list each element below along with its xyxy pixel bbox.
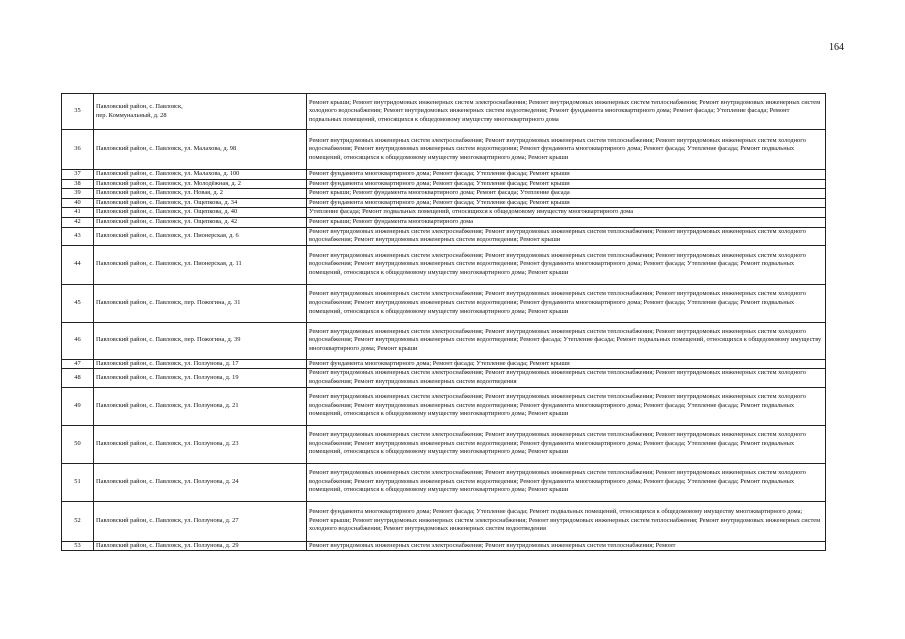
row-number: 51: [62, 463, 94, 501]
house-address: Павловский район, с. Павловск, пер. Пожогина, д. 31: [94, 284, 307, 322]
repair-works: Ремонт крыши; Ремонт внутридомовых инженерных систем электроснабжения; Ремонт внутридомовых инженерных систем теплоснабжения; Ремонт внутридомовых инженерных систем холодного водоснабжения; Ремонт внутридомовых инженерных систем водоотведения; Ремонт фундамента многоквартирного дома; Ремонт фасада; Утепление фасада; Ремонт подвальных помещений, относящихся к общедомовому имуществу многоквартирного дома: [307, 94, 826, 130]
table-row: [62, 425, 826, 463]
repair-works: Ремонт внутридомовых инженерных систем электроснабжения; Ремонт внутридомовых инженерных систем теплоснабжения; Ремонт внутридомовых инженерных систем холодного водоснабжения; Ремонт внутридомовых инженерных систем водоотведения; Ремонт фундамента многоквартирного дома; Ремонт фасада; Утепление фасада; Ремонт подвальных помещений, относящихся к общедомовому имуществу многоквартирного дома; Ремонт крыши: [307, 463, 826, 501]
table-row: [62, 179, 826, 189]
repair-works: Ремонт крыши; Ремонт фундамента многоквартирного дома: [307, 217, 826, 227]
repair-works: Ремонт внутридомовых инженерных систем электроснабжения; Ремонт внутридомовых инженерных систем теплоснабжения; Ремонт внутридомовых инженерных систем холодного водоснабжения; Ремонт внутридомовых инженерных систем водоотведения; Ремонт крыши: [307, 227, 826, 245]
house-address: Павловский район, с. Павловск, ул. Ползунова, д. 21: [94, 387, 307, 425]
house-address: Павловский район, с. Павловск, ул. Малахова, д. 100: [94, 170, 307, 180]
repair-works: Утепление фасада; Ремонт подвальных помещений, относящихся к общедомовому имуществу многоквартирного дома: [307, 208, 826, 218]
table-row: [62, 387, 826, 425]
repair-works: Ремонт фундамента многоквартирного дома; Ремонт фасада; Утепление фасада; Ремонт крыши: [307, 179, 826, 189]
table-row: [62, 284, 826, 322]
row-number: 52: [62, 501, 94, 541]
house-address: Павловский район, с. Павловск, ул. Пионерская, д. 11: [94, 245, 307, 284]
repair-works: Ремонт внутридомовых инженерных систем электроснабжения; Ремонт внутридомовых инженерных систем теплоснабжения; Ремонт внутридомовых инженерных систем холодного водоснабжения; Ремонт внутридомовых инженерных систем водоотведения: [307, 369, 826, 387]
table-row: [62, 208, 826, 218]
house-address: Павловский район, с. Павловск, ул. Ползунова, д. 19: [94, 369, 307, 387]
table-row: [62, 170, 826, 180]
row-number: 44: [62, 245, 94, 284]
repair-works: Ремонт внутридомовых инженерных систем электроснабжения; Ремонт внутридомовых инженерных систем теплоснабжения; Ремонт: [307, 541, 826, 551]
row-number: 45: [62, 284, 94, 322]
row-number: 43: [62, 227, 94, 245]
repair-works: Ремонт фундамента многоквартирного дома; Ремонт фасада; Утепление фасада; Ремонт подвальных помещений, относящихся к общедомовому имуществу многоквартирного дома; Ремонт крыши; Ремонт внутридомовых инженерных систем электроснабжения; Ремонт внутридомовых инженерных систем теплоснабжения; Ремонт внутридомовых инженерных систем холодного водоснабжения; Ремонт внутридомовых инженерных систем водоотведения: [307, 501, 826, 541]
row-number: 37: [62, 170, 94, 180]
table-row: [62, 359, 826, 369]
table-row: [62, 227, 826, 245]
row-number: 49: [62, 387, 94, 425]
repair-works: Ремонт внутридомовых инженерных систем электроснабжения; Ремонт внутридомовых инженерных систем теплоснабжения; Ремонт внутридомовых инженерных систем холодного водоснабжения; Ремонт внутридомовых инженерных систем водоотведения; Ремонт фундамента многоквартирного дома; Ремонт фасада; Утепление фасада; Ремонт подвальных помещений, относящихся к общедомовому имуществу многоквартирного дома; Ремонт крыши: [307, 130, 826, 170]
house-address: Павловский район, с. Павловск, ул. Ползунова, д. 27: [94, 501, 307, 541]
row-number: 47: [62, 359, 94, 369]
table-row: [62, 369, 826, 387]
repair-works: Ремонт фундамента многоквартирного дома; Ремонт фасада; Утепление фасада; Ремонт крыши: [307, 359, 826, 369]
table-body: [62, 94, 826, 551]
table-row: [62, 501, 826, 541]
table-row: [62, 245, 826, 284]
row-number: 53: [62, 541, 94, 551]
house-address: Павловский район, с. Павловск, ул. Ощепкова, д. 40: [94, 208, 307, 218]
table-row: [62, 322, 826, 359]
house-address: Павловский район, с. Павловск, ул. Ощепкова, д. 42: [94, 217, 307, 227]
table-row: [62, 189, 826, 199]
row-number: 42: [62, 217, 94, 227]
house-address: Павловский район, с. Павловск, ул. Пионерская, д. 6: [94, 227, 307, 245]
table-row: [62, 217, 826, 227]
table-row: [62, 198, 826, 208]
row-number: 35: [62, 94, 94, 130]
row-number: 36: [62, 130, 94, 170]
row-number: 41: [62, 208, 94, 218]
repair-works: Ремонт внутридомовых инженерных систем электроснабжения; Ремонт внутридомовых инженерных систем теплоснабжения; Ремонт внутридомовых инженерных систем холодного водоснабжения; Ремонт внутридомовых инженерных систем водоотведения; Ремонт фундамента многоквартирного дома; Ремонт фасада; Утепление фасада; Ремонт подвальных помещений, относящихся к общедомовому имуществу многоквартирного дома; Ремонт крыши: [307, 245, 826, 284]
house-address: Павловский район, с. Павловск, ул. Ползунова, д. 23: [94, 425, 307, 463]
house-address: Павловский район, с. Павловск, ул. Новая, д. 2: [94, 189, 307, 199]
repair-works: Ремонт внутридомовых инженерных систем электроснабжения; Ремонт внутридомовых инженерных систем теплоснабжения; Ремонт внутридомовых инженерных систем холодного водоснабжения; Ремонт внутридомовых инженерных систем водоотведения; Ремонт фундамента многоквартирного дома; Ремонт фасада; Утепление фасада; Ремонт подвальных помещений, относящихся к общедомовому имуществу многоквартирного дома; Ремонт крыши: [307, 425, 826, 463]
row-number: 46: [62, 322, 94, 359]
house-address: Павловский район, с. Павловск, ул. Малахова, д. 98: [94, 130, 307, 170]
repair-works: Ремонт фундамента многоквартирного дома; Ремонт фасада; Утепление фасада; Ремонт крыши: [307, 170, 826, 180]
row-number: 40: [62, 198, 94, 208]
row-number: 50: [62, 425, 94, 463]
house-address: Павловский район, с. Павловск, пер. Коммунальный, д. 28: [94, 94, 307, 130]
house-address: Павловский район, с. Павловск, ул. Молодёжная, д. 2: [94, 179, 307, 189]
table-row: [62, 130, 826, 170]
table-row: [62, 463, 826, 501]
repair-register-table: [61, 93, 826, 551]
row-number: 48: [62, 369, 94, 387]
table-row: [62, 541, 826, 551]
repair-works: Ремонт внутридомовых инженерных систем электроснабжения; Ремонт внутридомовых инженерных систем теплоснабжения; Ремонт внутридомовых инженерных систем холодного водоснабжения; Ремонт внутридомовых инженерных систем водоотведения; Ремонт фасада; Утепление фасада; Ремонт подвальных помещений, относящихся к общедомовому имуществу многоквартирного дома; Ремонт крыши: [307, 322, 826, 359]
repair-works: Ремонт крыши; Ремонт фундамента многоквартирного дома; Ремонт фасада; Утепление фасада: [307, 189, 826, 199]
table-row: [62, 94, 826, 130]
house-address: Павловский район, с. Павловск, пер. Пожогина, д. 39: [94, 322, 307, 359]
repair-works: Ремонт внутридомовых инженерных систем электроснабжения; Ремонт внутридомовых инженерных систем теплоснабжения; Ремонт внутридомовых инженерных систем холодного водоснабжения; Ремонт внутридомовых инженерных систем водоотведения; Ремонт фундамента многоквартирного дома; Ремонт фасада; Утепление фасада; Ремонт подвальных помещений, относящихся к общедомовому имуществу многоквартирного дома; Ремонт крыши: [307, 284, 826, 322]
page-number: 164: [829, 42, 844, 53]
house-address: Павловский район, с. Павловск, ул. Ползунова, д. 24: [94, 463, 307, 501]
house-address: Павловский район, с. Павловск, ул. Ползунова, д. 17: [94, 359, 307, 369]
house-address: Павловский район, с. Павловск, ул. Ползунова, д. 29: [94, 541, 307, 551]
row-number: 38: [62, 179, 94, 189]
repair-works: Ремонт внутридомовых инженерных систем электроснабжения; Ремонт внутридомовых инженерных систем теплоснабжения; Ремонт внутридомовых инженерных систем холодного водоснабжения; Ремонт внутридомовых инженерных систем водоотведения; Ремонт фундамента многоквартирного дома; Ремонт фасада; Утепление фасада; Ремонт подвальных помещений, относящихся к общедомовому имуществу многоквартирного дома; Ремонт крыши: [307, 387, 826, 425]
repair-works: Ремонт фундамента многоквартирного дома; Ремонт фасада; Утепление фасада; Ремонт крыши: [307, 198, 826, 208]
house-address: Павловский район, с. Павловск, ул. Ощепкова, д. 34: [94, 198, 307, 208]
row-number: 39: [62, 189, 94, 199]
